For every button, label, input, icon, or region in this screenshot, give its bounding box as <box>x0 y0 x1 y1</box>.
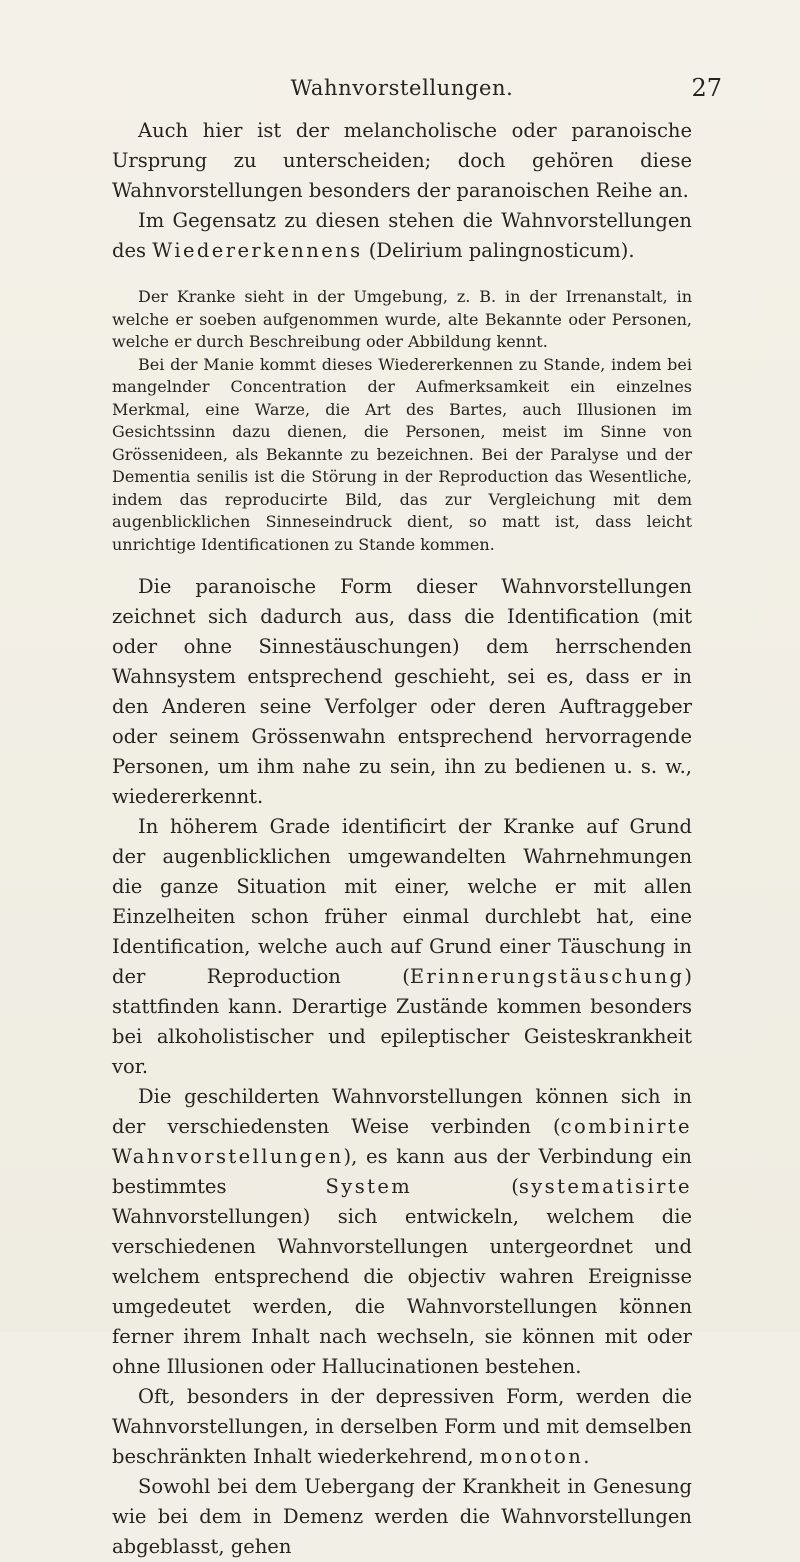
main-paragraph-1: Die paranoische Form dieser Wahnvorstellungen zeichnet sich dadurch aus, dass die Identification (mit oder ohne Sinnestäuschungen) dem herrschenden Wahnsystem entsprechend geschieht, sei es, dass er in den Anderen seine Verfolger oder deren Auftraggeber oder seinem Grössenwahn entsprechend hervorragende Personen, um ihm nahe zu sein, ihn zu bedienen u. s. w., wiedererkennt. <box>112 575 692 808</box>
intro-section <box>112 116 692 266</box>
intro-p2-tail: (Delirium palingnosticum). <box>362 239 635 262</box>
emphasized-term-erinnerungstaeuschung: Erinnerungstäuschung <box>409 965 685 988</box>
main-section <box>112 572 692 1562</box>
running-title: Wahnvorstellungen. <box>290 76 514 100</box>
emphasized-term-wiedererkennens: Wiedererkennens <box>152 239 363 262</box>
emphasized-term-combinirte: combinirte Wahnvorstellungen <box>112 1115 692 1168</box>
main-p4-text: Oft, besonders in der depressiven Form, werden die Wahnvorstellungen, in derselben Form und mit demselben beschränkten Inhalt wiederkehrend, <box>112 1385 692 1468</box>
small-paragraph-2: Bei der Manie kommt dieses Wiedererkennen zu Stande, indem bei mangelnder Concentration der Aufmerksamkeit ein einzelnes Merkmal, eine Warze, die Art des Bartes, auch Illusionen im Gesichtssinn dazu dienen, die Personen, meist im Sinne von Grössenideen, als Bekannte zu bezeichnen. Bei der Paralyse und der Dementia senilis ist die Störung in der Reproduction das Wesentliche, indem das reproducirte Bild, das zur Vergleichung mit dem augenblicklichen Sinneseindruck dient, so matt ist, dass leicht unrichtige Identificationen zu Stande kommen. <box>112 354 692 554</box>
main-paragraph-3 <box>112 1082 692 1382</box>
main-p4-tail: . <box>583 1445 590 1468</box>
emphasized-term-systematisirte: systematisirte <box>518 1175 692 1198</box>
main-p3-c: ( <box>412 1175 519 1198</box>
main-p2-text: In höherem Grade identificirt der Kranke auf Grund der augenblicklichen umgewandelten Wahrnehmungen die ganze Situation mit einer, welche er mit allen Einzelheiten schon früher einmal durchlebt hat, eine Identification, welche auch auf Grund einer Täuschung in der Reproduction ( <box>112 815 692 988</box>
emphasized-term-system: System <box>325 1175 413 1198</box>
main-paragraph-2 <box>112 812 692 1082</box>
main-paragraph-5: Sowohl bei dem Uebergang der Krankheit in Genesung wie bei dem in Demenz werden die Wahnvorstellungen abgeblasst, gehen <box>112 1475 692 1558</box>
main-p3-a: Die geschilderten Wahnvorstellungen können sich in der verschiedensten Weise verbinden ( <box>112 1085 692 1138</box>
emphasized-term-monoton: monoton <box>479 1445 584 1468</box>
page-number: 27 <box>691 74 722 102</box>
main-p3-b: ), es kann aus der Verbindung ein bestimmtes <box>112 1145 692 1198</box>
main-paragraph-4 <box>112 1382 692 1472</box>
main-p3-d: Wahnvorstellungen) sich entwickeln, welchem die verschiedenen Wahnvorstellungen untergeordnet und welchem entsprechend die objectiv wahren Ereignisse umgedeutet werden, die Wahnvorstellungen können ferner ihrem Inhalt nach wechseln, sie können mit oder ohne Illusionen oder Hallucinationen bestehen. <box>112 1205 692 1378</box>
intro-p2-text: Im Gegensatz zu diesen stehen die Wahnvorstellungen des <box>112 209 692 262</box>
small-print-section <box>112 286 692 556</box>
page-body <box>112 116 692 1562</box>
small-paragraph-1: Der Kranke sieht in der Umgebung, z. B. in der Irrenanstalt, in welche er soeben aufgenommen wurde, alte Bekannte oder Personen, welche er durch Beschreibung oder Abbildung kennt. <box>112 287 692 351</box>
intro-paragraph-2 <box>112 206 692 266</box>
intro-paragraph-1: Auch hier ist der melancholische oder paranoische Ursprung zu unterscheiden; doch gehören diese Wahnvorstellungen besonders der paranoischen Reihe an. <box>112 119 692 202</box>
main-p2-tail: ) stattfinden kann. Derartige Zustände kommen besonders bei alkoholistischer und epileptischer Geisteskrankheit vor. <box>112 965 692 1078</box>
